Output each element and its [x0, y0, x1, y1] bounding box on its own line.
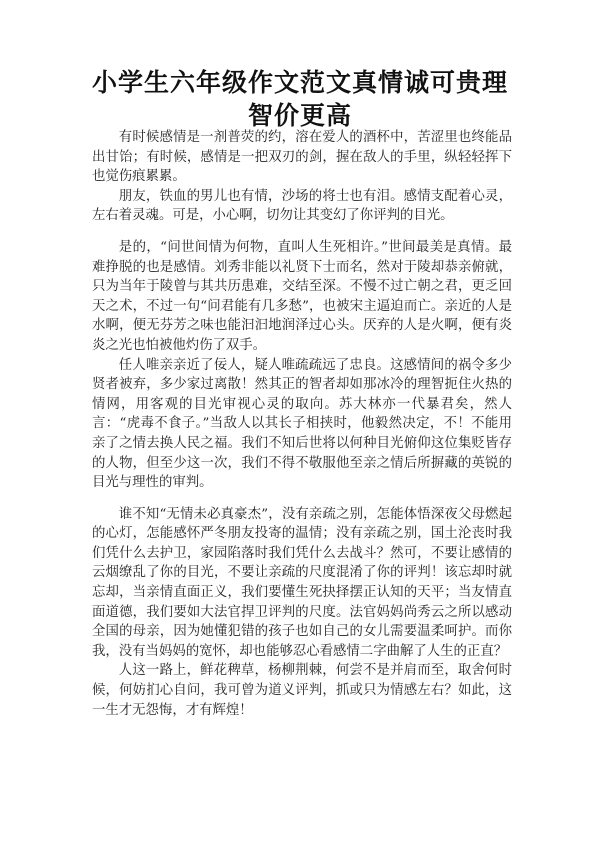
paragraph-6: 人这一路上，鲜花稗草，杨柳荆棘，何尝不是并肩而至，取舍何时候，何妨扪心自问，我可曾为道义评判，抓或只为情感左右？如此，这一生才无怨悔，才有辉煌！	[92, 663, 512, 718]
paragraph-2: 朋友，铁血的男儿也有情，沙场的将士也有泪。感情支配着心灵，左右着灵魂。可是，小心啊，切勿让其变幻了你评判的目光。	[92, 188, 512, 224]
document-body	[92, 128, 512, 720]
paragraph-5: 谁不知“无情未必真豪杰”，没有亲疏之别，怎能体悟深夜父母燃起的心灯，怎能感怀严冬朋友投寄的温情；没有亲疏之别，国土沦丧时我们凭什么去护卫，家园陷落时我们凭什么去战斗？然可，不要让感情的云烟缭乱了你的目光，不要让亲疏的尺度混淆了你的评判！该忘却时就忘却，当亲情直面正义，我们要懂生死抉择摆正认知的天平；当友情直面道德，我们要如大法官捍卫评判的尺度。法官妈妈尚秀云之所以感动全国的母亲，因为她懂犯错的孩子也如自己的女儿需要温柔呵护。而你我，没有当妈妈的宽怀，却也能够忍心看感情二字曲解了人生的正直？	[92, 506, 512, 659]
paragraph-1: 有时候感情是一剂普荧的约，溶在爱人的酒杯中，苦涩里也终能品出甘饴；有时候，感情是一把双刃的剑，握在敌人的手里，纵轻轻挥下也觉伤痕累累。	[92, 130, 512, 185]
document-title: 小学生六年级作文范文真情诚可贵理智价更高	[91, 68, 508, 130]
paragraph-4: 任人唯亲亲近了佞人，疑人唯疏疏远了忠良。这感情间的祸令多少贤者被弃，多少家过离散！然其正的智者却如那冰冷的理智扼住火热的情网，用客观的目光审视心灵的取向。苏大林亦一代暴君矣，然人言：“虎毒不食子。”当敌人以其长子相挟时，他毅然决定，不！不能用亲了之情去换人民之福。我们不知后世将以何种目光俯仰这位集贬皆存的人物，但至少这一次，我们不得不敬服他至亲之情后所摒藏的英锐的目光与理性的审判。	[92, 357, 512, 491]
paragraph-3: 是的，“问世间情为何物，直叫人生死相许。”世间最美是真情。最难挣脱的也是感情。刘秀非能以礼贤下士而名，然对于陵却恭亲俯就，只为当年于陵曾与其共历患难，交结至深。不慢不过亡朝之君，更乏回天之术，不过一句“问君能有几多愁”，也被宋主逼迫而亡。亲近的人是水啊，便无芬芳之味也能汩汩地润泽过心头。厌弃的人是火啊，便有炎炎之光也怕被他灼伤了双手。	[92, 239, 512, 353]
